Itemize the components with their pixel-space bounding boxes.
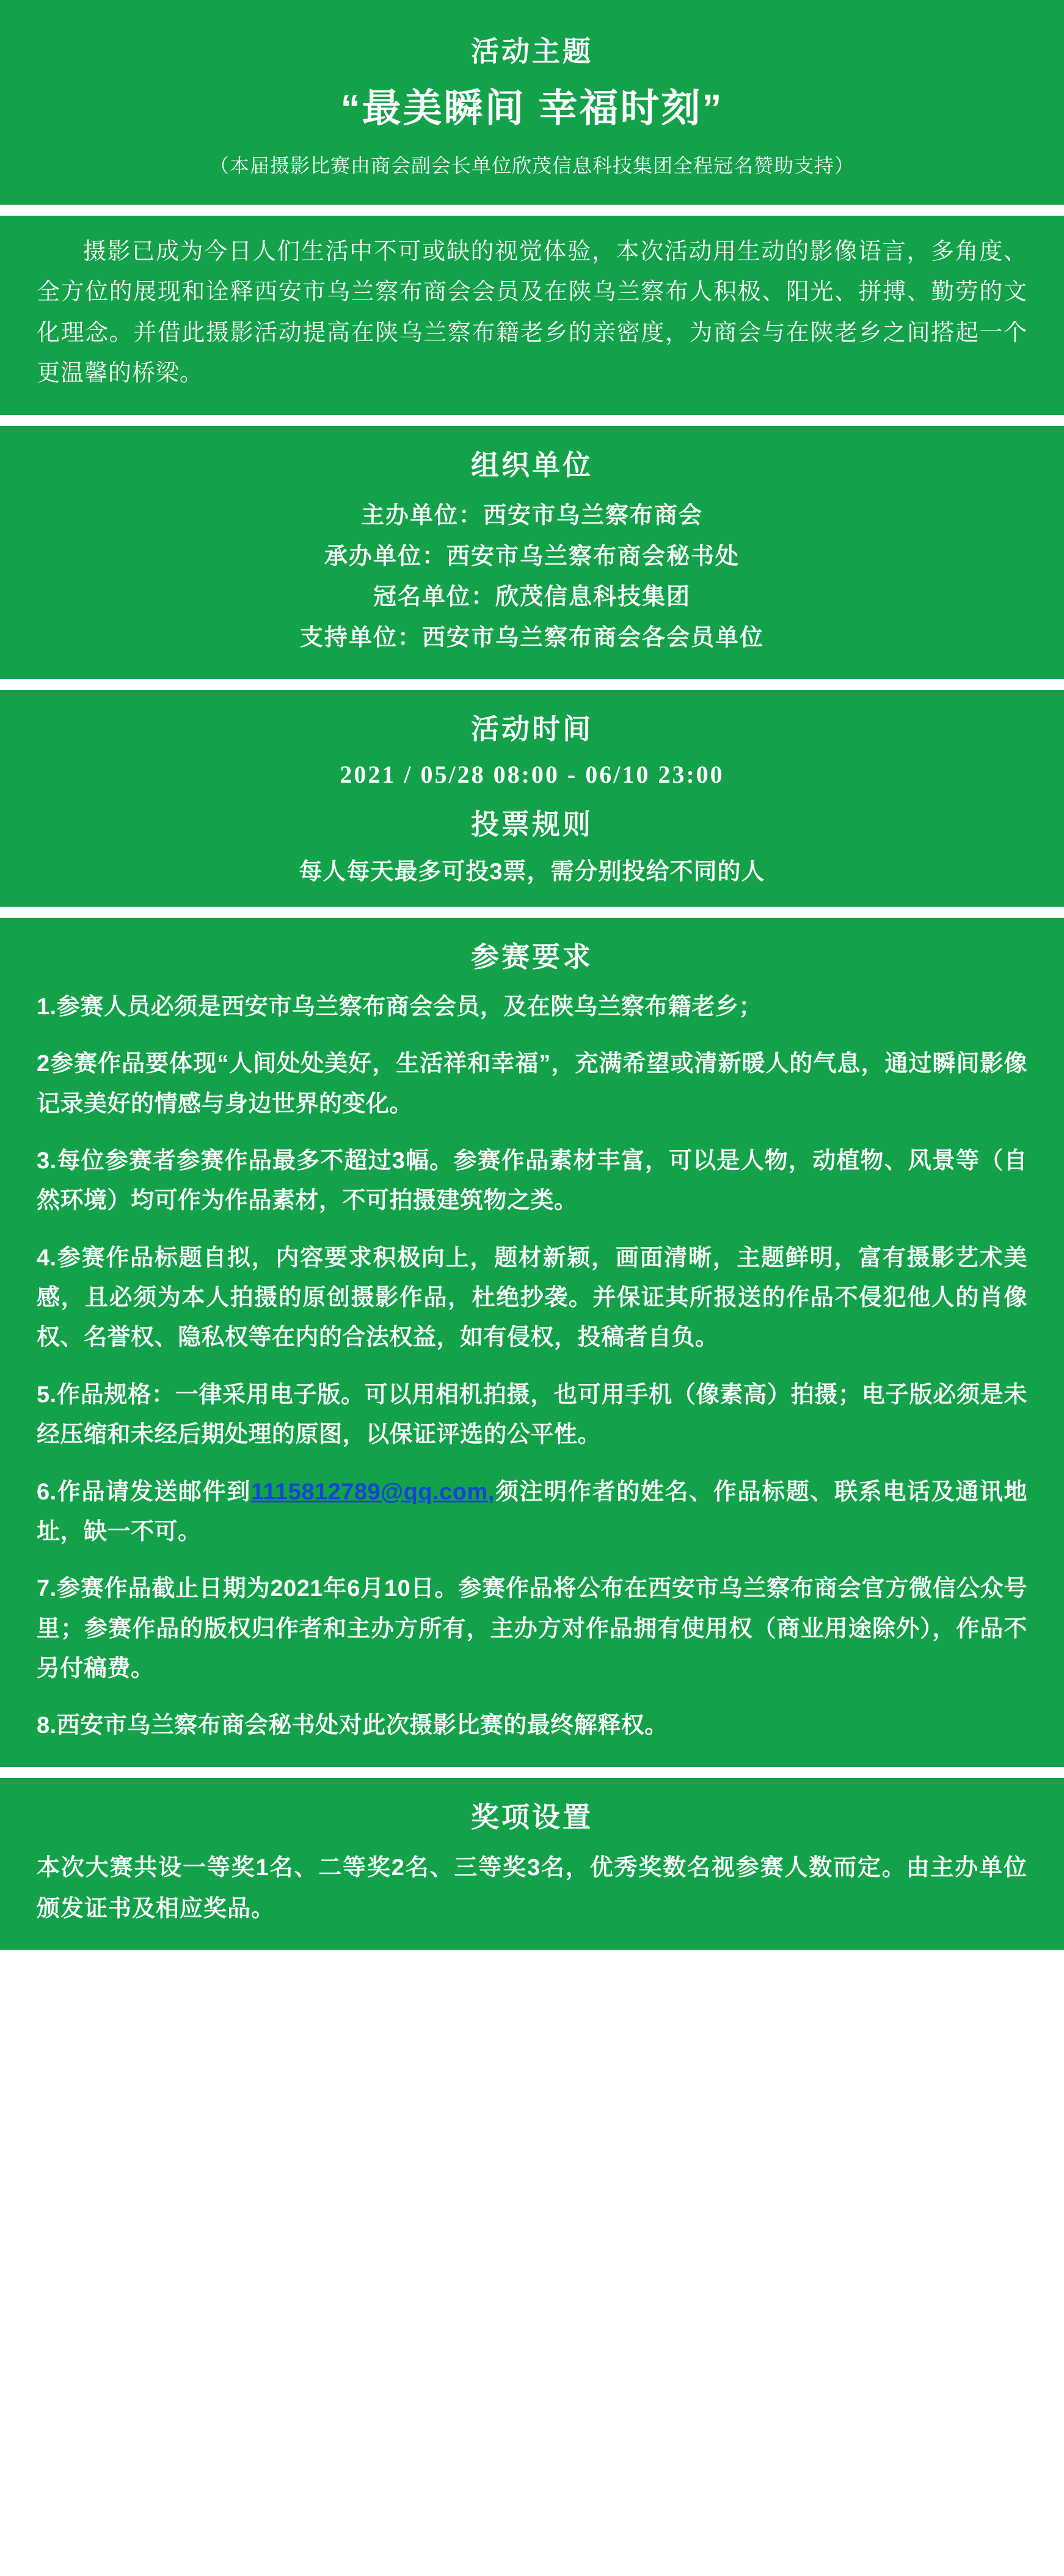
- intro-paragraph: 摄影已成为今日人们生活中不可或缺的视觉体验，本次活动用生动的影像语言，多角度、全方位的展现和诠释西安市乌兰察布商会会员及在陕乌兰察布人积极、阳光、拼搏、勤劳的文化理念。并借此摄影活动提高在陕乌兰察布籍老乡的亲密度，为商会与在陕老乡之间搭起一个更温馨的桥梁。: [37, 238, 1027, 387]
- sponsor-note: （本届摄影比赛由商会副会长单位欣茂信息科技集团全程冠名赞助支持）: [209, 154, 854, 177]
- list-item: 支持单位：西安市乌兰察布商会各会员单位: [299, 624, 764, 651]
- vote-rule-text: 每人每天最多可投3票，需分别投给不同的人: [299, 858, 765, 885]
- date-range: 2021 / 05/28 08:00 - 06/10 23:00: [340, 760, 724, 788]
- theme-label: 活动主题: [471, 35, 593, 67]
- bottom-spacer: [0, 1961, 1064, 1972]
- list-item: 5.作品规格：一律采用电子版。可以用相机拍摄，也可用手机（像素高）拍摄；电子版必须是未经压缩和未经后期处理的原图，以保证评选的公平性。: [37, 1381, 1027, 1448]
- organizers-block: [0, 426, 1064, 679]
- email-prefix-text: 6.作品请发送邮件到: [37, 1479, 251, 1505]
- email-link[interactable]: 1115812789@qq.com,: [250, 1479, 495, 1505]
- list-item: 主办单位：西安市乌兰察布商会: [360, 503, 703, 529]
- list-item: 3.每位参赛者参赛作品最多不超过3幅。参赛作品素材丰富，可以是人物，动植物、风景等（自然环境）均可作为作品素材，不可拍摄建筑物之类。: [37, 1148, 1027, 1214]
- list-item: 2参赛作品要体现“人间处处美好，生活祥和幸福”，充满希望或清新暖人的气息，通过瞬间影像记录美好的情感与身边世界的变化。: [37, 1051, 1027, 1117]
- list-item: 4.参赛作品标题自拟，内容要求积极向上，题材新颖，画面清晰，主题鲜明，富有摄影艺术美感，且必须为本人拍摄的原创摄影作品，杜绝抄袭。并保证其所报送的作品不侵犯他人的肖像权、名誉权、隐私权等在内的合法权益，如有侵权，投稿者自负。: [37, 1245, 1027, 1351]
- awards-title: 奖项设置: [471, 1801, 593, 1833]
- list-item-email: [37, 1473, 1027, 1553]
- list-item: 7.参赛作品截止日期为2021年6月10日。参赛作品将公布在西安市乌兰察布商会官方微信公众号里；参赛作品的版权归作者和主办方所有，主办方对作品拥有使用权（商业用途除外），作品不另付稿费。: [37, 1576, 1027, 1681]
- page-title: “最美瞬间 幸福时刻”: [340, 86, 724, 131]
- awards-block: [0, 1778, 1064, 1950]
- list-item: 承办单位：西安市乌兰察布商会秘书处: [324, 543, 740, 569]
- schedule-block: [0, 690, 1064, 906]
- intro-block: [0, 216, 1064, 415]
- requirements-list: [37, 987, 1027, 1746]
- organizers-list: [37, 496, 1027, 658]
- email-suffix-text: 须注明作者的姓名、作品标题、联系电话及通讯地址，缺一不可。: [37, 1479, 1027, 1545]
- list-item: 冠名单位：欣茂信息科技集团: [373, 584, 691, 610]
- awards-body: 本次大赛共设一等奖1名、二等奖2名、三等奖3名，优秀奖数名视参赛人数而定。由主办单位颁发证书及相应奖品。: [37, 1855, 1027, 1922]
- vote-rules-title: 投票规则: [471, 808, 593, 840]
- requirements-block: [0, 918, 1064, 1767]
- list-item: 1.参赛人员必须是西安市乌兰察布商会会员，及在陕乌兰察布籍老乡；: [37, 993, 762, 1020]
- organizers-title: 组织单位: [471, 448, 593, 481]
- schedule-title: 活动时间: [471, 713, 593, 745]
- header-block: [0, 0, 1064, 205]
- list-item: 8.西安市乌兰察布商会秘书处对此次摄影比赛的最终解释权。: [37, 1713, 668, 1739]
- requirements-title: 参赛要求: [471, 940, 593, 973]
